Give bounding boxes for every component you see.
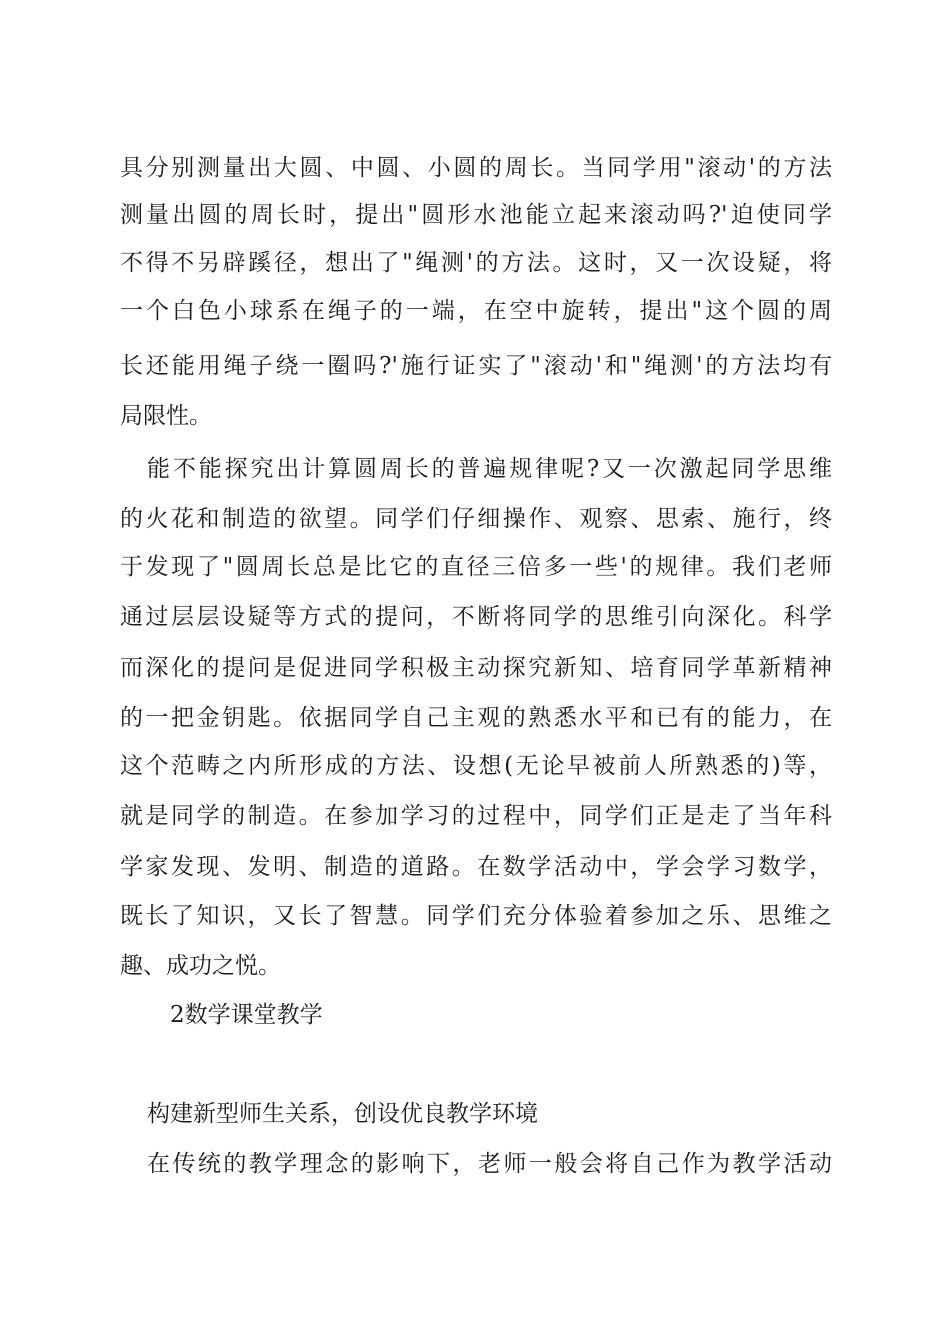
paragraph-2-line: 就是同学的制造。在参加学习的过程中，同学们正是走了当年科 bbox=[120, 803, 832, 829]
paragraph-1-line: 局限性。 bbox=[120, 403, 212, 429]
paragraph-1-line: 测量出圆的周长时，提出"圆形水池能立起来滚动吗?'迫使同学 bbox=[120, 202, 832, 228]
paragraph-2-line: 于发现了"圆周长总是比它的直径三倍多一些'的规律。我们老师 bbox=[120, 554, 832, 580]
paragraph-1-line: 不得不另辟蹊径，想出了"绳测'的方法。这时，又一次设疑，将 bbox=[120, 250, 832, 276]
paragraph-2-line: 学家发现、发明、制造的道路。在数学活动中，学会学习数学， bbox=[120, 854, 832, 880]
paragraph-2-line: 而深化的提问是促进同学积极主动探究新知、培育同学革新精神 bbox=[120, 655, 832, 681]
paragraph-2-line: 的一把金钥匙。依据同学自己主观的熟悉水平和已有的能力，在 bbox=[120, 705, 832, 731]
section-heading: 2数学课堂教学 bbox=[170, 1002, 323, 1028]
paragraph-2-line: 的火花和制造的欲望。同学们仔细操作、观察、思索、施行，终 bbox=[120, 506, 832, 532]
paragraph-1-line: 一个白色小球系在绳子的一端，在空中旋转，提出"这个圆的周 bbox=[120, 298, 832, 324]
paragraph-1-line: 长还能用绳子绕一圈吗?'施行证实了"滚动'和"绳测'的方法均有 bbox=[120, 353, 832, 379]
paragraph-3-line: 在传统的教学理念的影响下，老师一般会将自己作为教学活动 bbox=[147, 1151, 832, 1177]
paragraph-1-line: 具分别测量出大圆、中圆、小圆的周长。当同学用"滚动'的方法 bbox=[120, 155, 832, 181]
paragraph-2-line: 这个范畴之内所形成的方法、设想(无论早被前人所熟悉的)等， bbox=[120, 753, 832, 779]
subheading: 构建新型师生关系，创设优良教学环境 bbox=[147, 1101, 538, 1127]
paragraph-2-line: 通过层层设疑等方式的提问，不断将同学的思维引向深化。科学 bbox=[120, 604, 832, 630]
paragraph-2-line: 趣、成功之悦。 bbox=[120, 953, 281, 979]
paragraph-2-line: 能不能探究出计算圆周长的普遍规律呢?又一次激起同学思维 bbox=[147, 456, 832, 482]
paragraph-2-line: 既长了知识，又长了智慧。同学们充分体验着参加之乐、思维之 bbox=[120, 903, 832, 929]
